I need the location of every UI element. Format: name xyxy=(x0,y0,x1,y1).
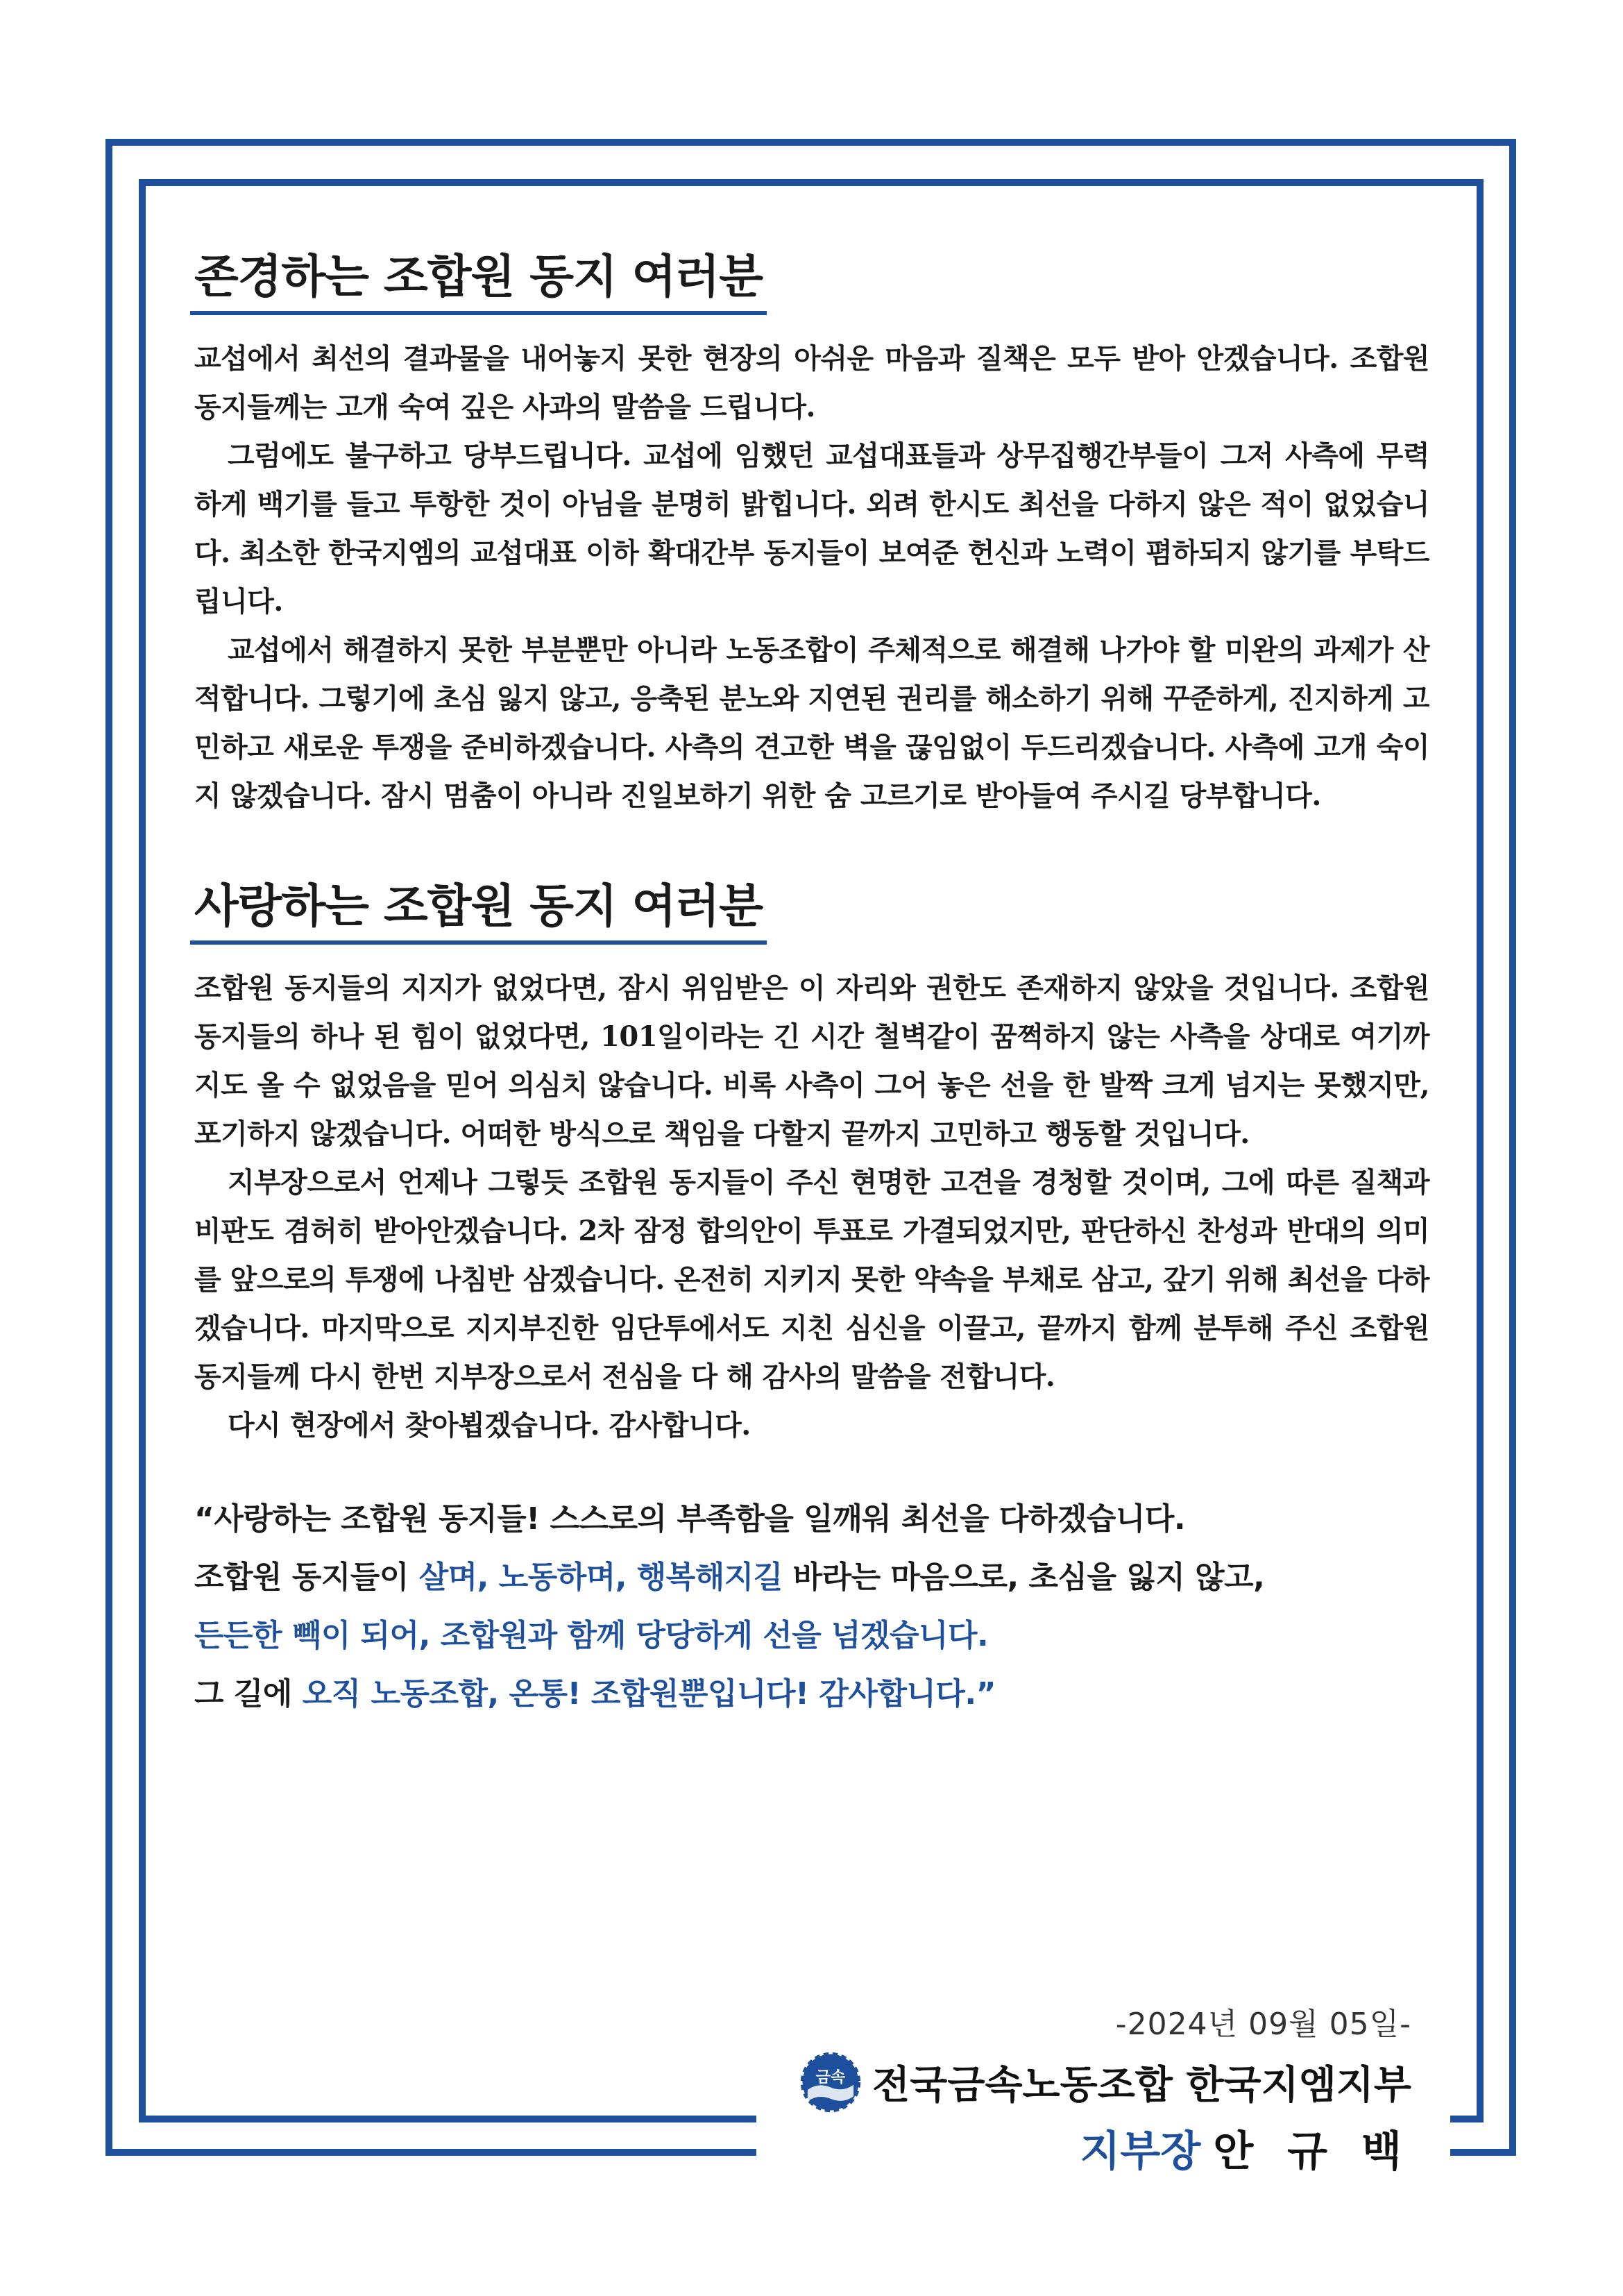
paragraph: 교섭에서 최선의 결과물을 내어놓지 못한 현장의 아쉬운 마음과 질책은 모두 받아 안겠습니다. 조합원 동지들께는 고개 숙여 깊은 사과의 말씀을 드립니다. xyxy=(194,342,1429,423)
signer-name: 안 규 백 xyxy=(1213,2127,1411,2176)
quote-highlight: 살며, 노동하며, 행복해지길 xyxy=(418,1560,783,1595)
section-respect xyxy=(194,239,1429,820)
quote-line: 조합원 동지들이 살며, 노동하며, 행복해지길 바라는 마음으로, 초심을 잃지 않고, xyxy=(194,1560,1265,1595)
quote-line: “사랑하는 조합원 동지들! 스스로의 부족함을 일깨워 최선을 다하겠습니다. xyxy=(194,1501,1186,1537)
section-love xyxy=(194,869,1429,1450)
section-heading: 사랑하는 조합원 동지 여러분 xyxy=(190,869,767,945)
quote-line: 그 길에 오직 노동조합, 온통! 조합원뿐입니다! 감사합니다.” xyxy=(194,1676,996,1712)
quote-line: 든든한 빽이 되어, 조합원과 함께 당당하게 선을 넘겠습니다. xyxy=(194,1618,989,1653)
paragraph: 지부장으로서 언제나 그렇듯 조합원 동지들이 주신 현명한 고견을 경청할 것이며, 그에 따른 질책과 비판도 겸허히 받아안겠습니다. 2차 잠정 합의안이 투표로 가결되었지만, 판단하신 찬성과 반대의 의미를 앞으로의 투쟁에 나침반 삼겠습니다. 온전히 지키지 못한 약속을 부채로 삼고, 갚기 위해 최선을 다하겠습니다. 마지막으로 지지부진한 임단투에서도 지친 심신을 이끌고, 끝까지 함께 분투해 주신 조합원 동지들께 다시 한번 지부장으로서 전심을 다 해 감사의 말씀을 전합니다. xyxy=(194,1166,1429,1393)
letter-date: -2024년 09월 05일- xyxy=(1115,2007,1411,2042)
signature-block xyxy=(579,1999,1411,2178)
letter-body xyxy=(194,239,1429,1723)
paragraph: 다시 현장에서 찾아뵙겠습니다. 감사합니다. xyxy=(228,1409,751,1442)
paragraph: 조합원 동지들의 지지가 없었다면, 잠시 위임받은 이 자리와 권한도 존재하지 않았을 것입니다. 조합원 동지들의 하나 된 힘이 없었다면, 101일이라는 긴 시간 철벽같이 꿈쩍하지 않는 사측을 상대로 여기까지도 올 수 없었음을 믿어 의심치 않습니다. 비록 사측이 그어 놓은 선을 한 발짝 크게 넘지는 못했지만, 포기하지 않겠습니다. 어떠한 방식으로 책임을 다할지 끝까지 고민하고 행동할 것입니다. xyxy=(194,972,1429,1150)
organization-name: 전국금속노동조합 한국지엠지부 xyxy=(872,2063,1411,2108)
signer-line xyxy=(579,2118,1411,2178)
quote-highlight: 오직 노동조합, 온통! 조합원뿐입니다! 감사합니다. xyxy=(302,1676,976,1712)
paragraph: 교섭에서 해결하지 못한 부분뿐만 아니라 노동조합이 주체적으로 해결해 나가야 할 미완의 과제가 산적합니다. 그렇기에 초심 잃지 않고, 응축된 분노와 지연된 권리를 해소하기 위해 꾸준하게, 진지하게 고민하고 새로운 투쟁을 준비하겠습니다. 사측의 견고한 벽을 끊임없이 두드리겠습니다. 사측에 고개 숙이지 않겠습니다. 잠시 멈춤이 아니라 진일보하기 위한 숨 고르기로 받아들여 주시길 당부합니다. xyxy=(194,634,1429,812)
section-heading: 존경하는 조합원 동지 여러분 xyxy=(190,239,767,315)
svg-text:금속: 금속 xyxy=(815,2069,846,2086)
signer-title: 지부장 xyxy=(1080,2127,1201,2176)
closing-quote xyxy=(194,1490,1429,1723)
paragraph: 그럼에도 불구하고 당부드립니다. 교섭에 임했던 교섭대표들과 상무집행간부들이 그저 사측에 무력하게 백기를 들고 투항한 것이 아님을 분명히 밝힙니다. 외려 한시도 최선을 다하지 않은 적이 없었습니다. 최소한 한국지엠의 교섭대표 이하 확대간부 동지들이 보여준 헌신과 노력이 폄하되지 않기를 부탁드립니다. xyxy=(194,439,1429,618)
union-logo-icon xyxy=(799,2050,863,2114)
organization-line xyxy=(579,2050,1411,2114)
